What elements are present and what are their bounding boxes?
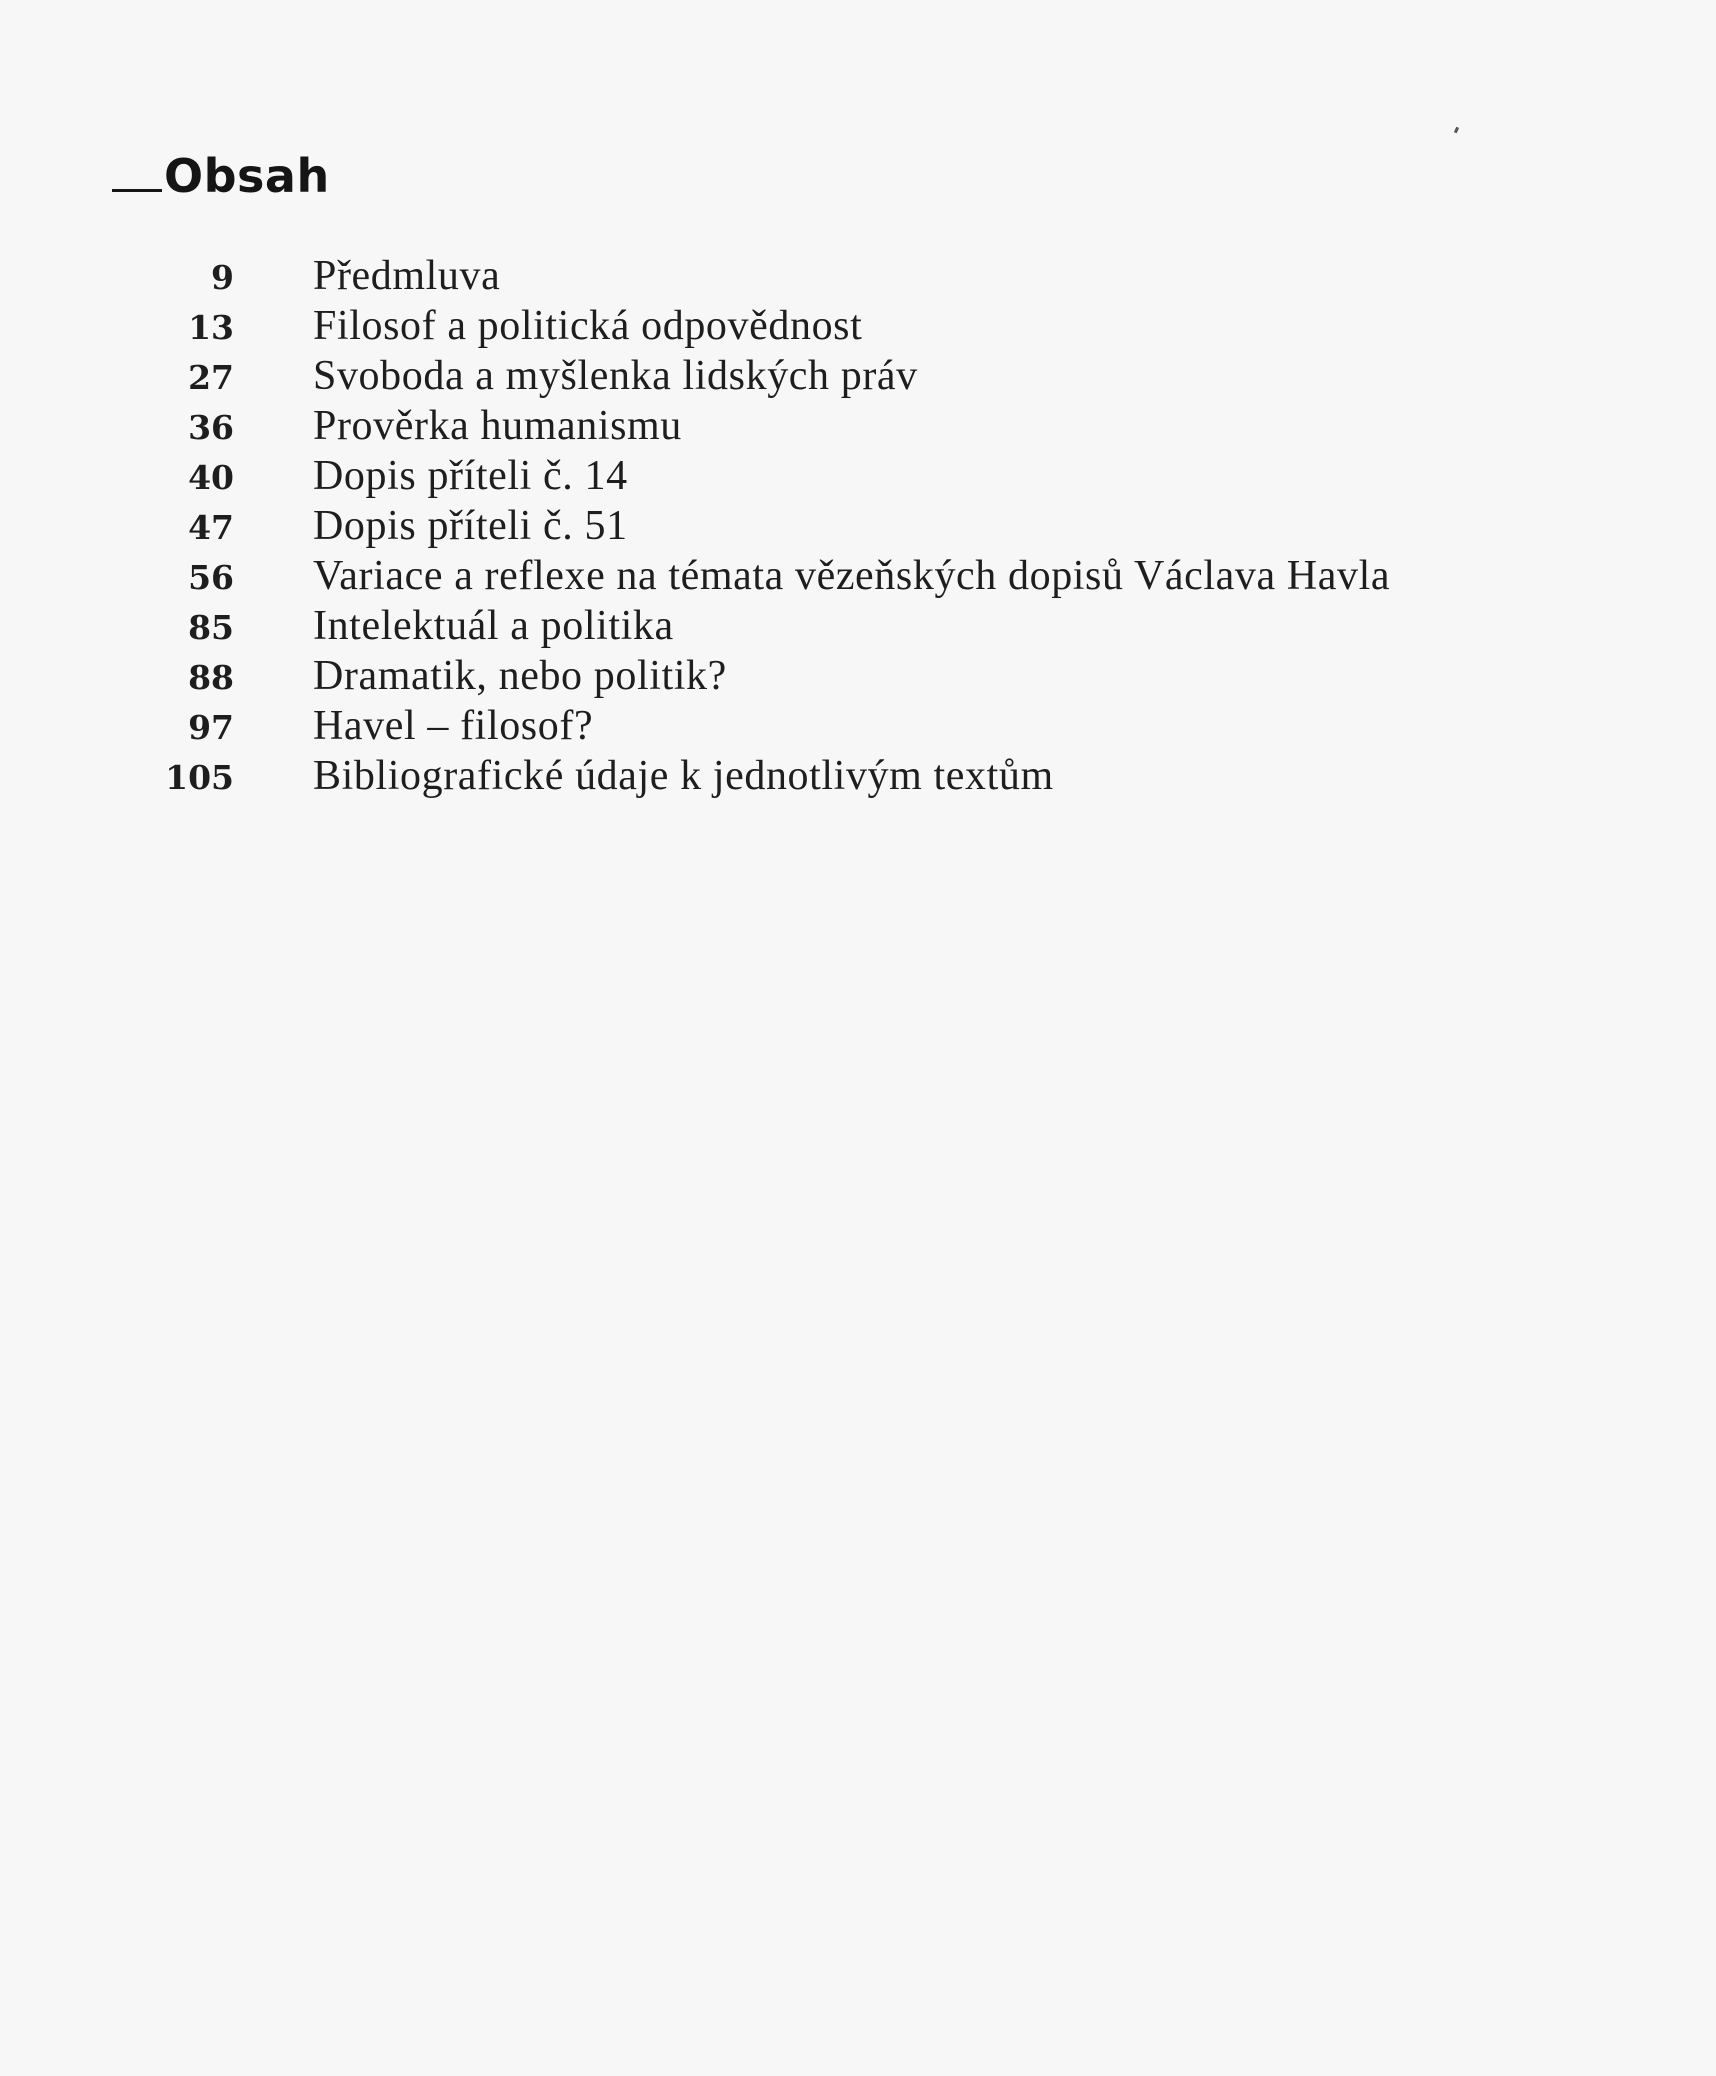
toc-entry-title: Prověrka humanismu bbox=[313, 403, 682, 449]
toc-entry-title: Filosof a politická odpovědnost bbox=[313, 303, 863, 349]
toc-page-number: 27 bbox=[188, 358, 234, 397]
toc-page-number: 88 bbox=[188, 658, 234, 697]
toc-entry bbox=[0, 452, 1390, 502]
toc-entry-title: Dopis příteli č. 51 bbox=[313, 503, 628, 549]
table-of-contents bbox=[0, 252, 1390, 802]
toc-entry-title: Bibliografické údaje k jednotlivým textům bbox=[313, 753, 1054, 799]
toc-page-number: 105 bbox=[165, 758, 234, 797]
toc-entry bbox=[0, 302, 1390, 352]
toc-entry bbox=[0, 502, 1390, 552]
toc-entry bbox=[0, 752, 1390, 802]
print-speck bbox=[1454, 127, 1459, 134]
toc-page-number: 97 bbox=[188, 708, 234, 747]
toc-entry-title: Předmluva bbox=[313, 253, 501, 299]
page-title bbox=[112, 148, 330, 204]
toc-page-number: 40 bbox=[188, 458, 234, 497]
toc-entry bbox=[0, 402, 1390, 452]
page-title-text: Obsah bbox=[164, 149, 330, 203]
toc-page-number: 56 bbox=[188, 558, 234, 597]
toc-entry bbox=[0, 652, 1390, 702]
toc-entry bbox=[0, 702, 1390, 752]
heading-underscore-rule bbox=[112, 189, 162, 192]
toc-page-number: 9 bbox=[211, 258, 234, 297]
toc-entry bbox=[0, 252, 1390, 302]
toc-page-number: 13 bbox=[188, 308, 234, 347]
toc-entry-title: Svoboda a myšlenka lidských práv bbox=[313, 353, 918, 399]
toc-page-number: 36 bbox=[188, 408, 234, 447]
toc-page-number: 47 bbox=[188, 508, 234, 547]
toc-entry bbox=[0, 602, 1390, 652]
toc-entry-title: Intelektuál a politika bbox=[313, 603, 674, 649]
toc-entry bbox=[0, 352, 1390, 402]
toc-page-number: 85 bbox=[188, 608, 234, 647]
toc-entry-title: Dopis příteli č. 14 bbox=[313, 453, 628, 499]
toc-entry bbox=[0, 552, 1390, 602]
toc-entry-title: Variace a reflexe na témata vězeňských dopisů Václava Havla bbox=[313, 553, 1391, 599]
toc-entry-title: Dramatik, nebo politik? bbox=[313, 653, 727, 699]
toc-entry-title: Havel – filosof? bbox=[313, 703, 594, 749]
